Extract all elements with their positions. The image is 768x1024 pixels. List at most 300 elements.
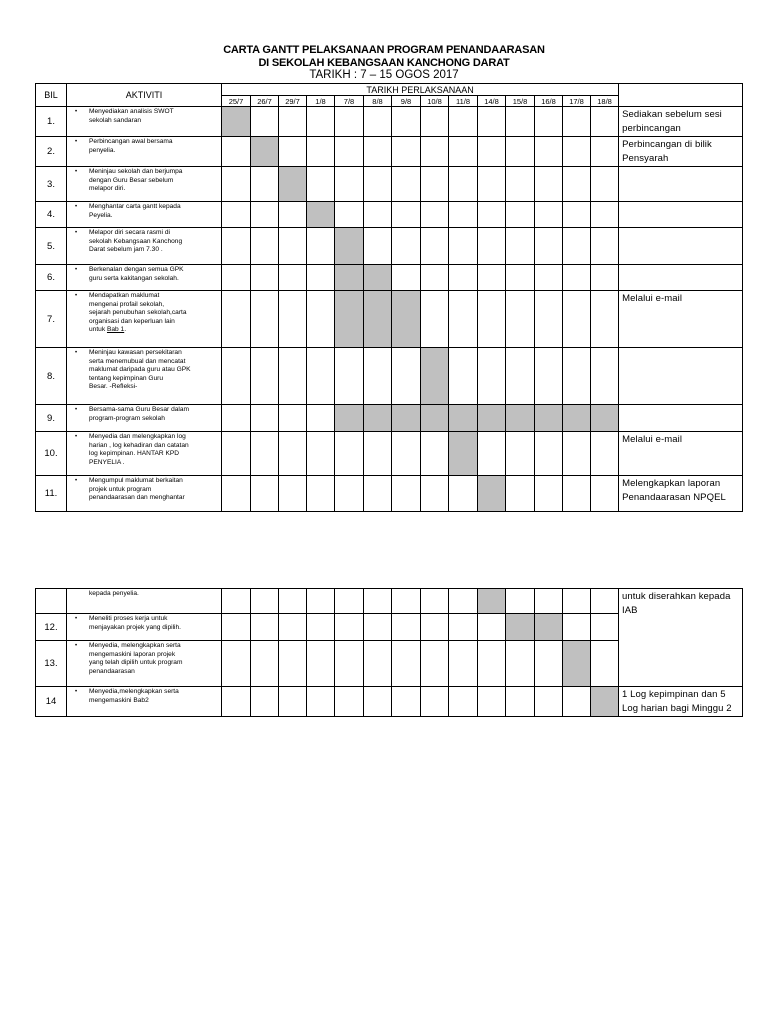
gantt-empty-cell xyxy=(364,641,392,687)
gantt-empty-cell xyxy=(449,202,478,228)
gantt-empty-cell xyxy=(279,687,307,717)
gantt-empty-cell xyxy=(478,348,506,405)
gantt-empty-cell xyxy=(335,614,364,641)
gantt-empty-cell xyxy=(222,137,251,167)
gantt-empty-cell xyxy=(392,614,421,641)
header-notes xyxy=(619,84,743,107)
gantt-empty-cell xyxy=(506,202,535,228)
gantt-empty-cell xyxy=(421,432,449,476)
gantt-empty-cell xyxy=(591,137,619,167)
row-number: 10. xyxy=(36,432,67,476)
gantt-empty-cell xyxy=(392,137,421,167)
gantt-empty-cell xyxy=(449,476,478,512)
gantt-empty-cell xyxy=(251,589,279,614)
gantt-empty-cell xyxy=(279,228,307,265)
gantt-empty-cell xyxy=(563,476,591,512)
gantt-bar-cell xyxy=(563,641,591,687)
activity-row xyxy=(36,265,743,291)
gantt-empty-cell xyxy=(307,291,335,348)
gantt-bar-cell xyxy=(279,167,307,202)
row-number: 3. xyxy=(36,167,67,202)
activity-row xyxy=(36,348,743,405)
gantt-bar-cell xyxy=(364,291,392,348)
date-header: 14/8 xyxy=(478,96,506,107)
gantt-empty-cell xyxy=(307,687,335,717)
gantt-bar-cell xyxy=(535,614,563,641)
gantt-empty-cell xyxy=(421,291,449,348)
gantt-empty-cell xyxy=(591,202,619,228)
gantt-empty-cell xyxy=(506,291,535,348)
remarks-cell: 1 Log kepimpinan dan 5 Log harian bagi Minggu 2 xyxy=(619,687,743,717)
date-header: 16/8 xyxy=(535,96,563,107)
gantt-empty-cell xyxy=(421,614,449,641)
activity-text: Meninjau sekolah dan berjumpa xyxy=(89,168,183,175)
gantt-empty-cell xyxy=(307,589,335,614)
activity-cell xyxy=(67,476,222,512)
gantt-empty-cell xyxy=(392,228,421,265)
gantt-empty-cell xyxy=(251,405,279,432)
gantt-empty-cell xyxy=(535,348,563,405)
remarks-cell xyxy=(619,405,743,432)
gantt-empty-cell xyxy=(591,641,619,687)
gantt-empty-cell xyxy=(449,167,478,202)
activity-text: Bersama-sama Guru Besar dalam xyxy=(89,406,190,413)
activity-text: Besar. -Refleksi- xyxy=(89,383,138,391)
gantt-empty-cell xyxy=(591,107,619,137)
gantt-table-page2 xyxy=(35,588,743,717)
gantt-empty-cell xyxy=(279,265,307,291)
gantt-empty-cell xyxy=(279,405,307,432)
gantt-empty-cell xyxy=(478,167,506,202)
activity-text: tentang kepimpinan Guru xyxy=(89,374,164,382)
gantt-bar-cell xyxy=(535,405,563,432)
gantt-empty-cell xyxy=(449,614,478,641)
remarks-cell xyxy=(619,265,743,291)
date-header: 8/8 xyxy=(364,96,392,107)
activity-text: sejarah penubuhan sekolah,carta xyxy=(89,309,187,317)
gantt-empty-cell xyxy=(222,291,251,348)
gantt-bar-cell xyxy=(478,405,506,432)
gantt-bar-cell xyxy=(335,265,364,291)
activity-row xyxy=(36,687,743,717)
activity-row xyxy=(36,167,743,202)
gantt-bar-cell xyxy=(478,589,506,614)
gantt-empty-cell xyxy=(222,614,251,641)
gantt-empty-cell xyxy=(421,137,449,167)
row-number: 2. xyxy=(36,137,67,167)
gantt-empty-cell xyxy=(449,641,478,687)
gantt-empty-cell xyxy=(222,348,251,405)
gantt-empty-cell xyxy=(591,291,619,348)
gantt-empty-cell xyxy=(478,107,506,137)
gantt-empty-cell xyxy=(392,432,421,476)
gantt-empty-cell xyxy=(506,107,535,137)
gantt-empty-cell xyxy=(251,476,279,512)
activity-row xyxy=(36,107,743,137)
remarks-cell: Melalui e-mail xyxy=(619,291,743,348)
activity-row xyxy=(36,137,743,167)
activity-cell xyxy=(67,202,222,228)
activity-text: maklumat daripada guru atau GPK xyxy=(89,366,191,374)
gantt-empty-cell xyxy=(421,687,449,717)
gantt-empty-cell xyxy=(222,589,251,614)
gantt-empty-cell xyxy=(449,228,478,265)
date-header: 10/8 xyxy=(421,96,449,107)
gantt-empty-cell xyxy=(279,614,307,641)
date-header: 15/8 xyxy=(506,96,535,107)
activity-text: Melapor diri secara rasmi di xyxy=(89,229,170,236)
gantt-empty-cell xyxy=(307,614,335,641)
activity-row xyxy=(36,228,743,265)
row-number: 9. xyxy=(36,405,67,432)
gantt-empty-cell xyxy=(563,614,591,641)
gantt-empty-cell xyxy=(279,348,307,405)
activity-text: guru serta kakitangan sekolah. xyxy=(89,274,179,282)
activity-text: menjayakan projek yang dipilih. xyxy=(89,623,182,631)
gantt-empty-cell xyxy=(279,137,307,167)
gantt-empty-cell xyxy=(478,291,506,348)
activity-text: serta menemubual dan mencatat xyxy=(89,357,186,365)
gantt-empty-cell xyxy=(421,589,449,614)
gantt-empty-cell xyxy=(563,228,591,265)
activity-row xyxy=(36,405,743,432)
activity-text: mengenai profail sekolah, xyxy=(89,300,165,308)
gantt-empty-cell xyxy=(535,137,563,167)
gantt-empty-cell xyxy=(335,476,364,512)
gantt-bar-cell xyxy=(364,405,392,432)
remarks-cell: Sediakan sebelum sesi perbincangan xyxy=(619,107,743,137)
row-number xyxy=(36,589,67,614)
gantt-empty-cell xyxy=(392,265,421,291)
gantt-empty-cell xyxy=(449,265,478,291)
gantt-empty-cell xyxy=(591,348,619,405)
gantt-empty-cell xyxy=(364,687,392,717)
gantt-empty-cell xyxy=(222,641,251,687)
date-header: 18/8 xyxy=(591,96,619,107)
gantt-empty-cell xyxy=(335,202,364,228)
gantt-empty-cell xyxy=(478,641,506,687)
activity-text: penandaarasan xyxy=(89,667,135,675)
gantt-empty-cell xyxy=(506,167,535,202)
activity-text: penandaarasan dan menghantar xyxy=(89,494,185,502)
gantt-empty-cell xyxy=(364,107,392,137)
activity-cell xyxy=(67,614,222,641)
gantt-empty-cell xyxy=(506,641,535,687)
activity-text: Berkenalan dengan semua GPK xyxy=(89,266,184,273)
activity-text: program-program sekolah xyxy=(89,414,165,422)
bullet-icon: • xyxy=(75,267,78,273)
gantt-empty-cell xyxy=(279,432,307,476)
date-header: 17/8 xyxy=(563,96,591,107)
activity-text: Mendapatkan maklumat xyxy=(89,292,160,299)
gantt-empty-cell xyxy=(279,291,307,348)
date-header: 29/7 xyxy=(279,96,307,107)
gantt-empty-cell xyxy=(535,107,563,137)
gantt-bar-cell xyxy=(335,405,364,432)
gantt-bar-cell xyxy=(449,405,478,432)
activity-text: Mengumpul maklumat berkaitan xyxy=(89,477,183,484)
activity-cell xyxy=(67,687,222,717)
gantt-table-page1 xyxy=(35,83,743,512)
gantt-empty-cell xyxy=(506,589,535,614)
gantt-empty-cell xyxy=(506,348,535,405)
gantt-empty-cell xyxy=(591,265,619,291)
bullet-icon: • xyxy=(75,169,78,175)
gantt-empty-cell xyxy=(392,348,421,405)
date-header: 26/7 xyxy=(251,96,279,107)
remarks-cell: Melalui e-mail xyxy=(619,432,743,476)
gantt-empty-cell xyxy=(421,476,449,512)
gantt-empty-cell xyxy=(506,265,535,291)
gantt-empty-cell xyxy=(279,641,307,687)
gantt-empty-cell xyxy=(478,614,506,641)
gantt-empty-cell xyxy=(307,348,335,405)
gantt-empty-cell xyxy=(364,137,392,167)
gantt-bar-cell xyxy=(307,202,335,228)
activity-row xyxy=(36,476,743,512)
gantt-empty-cell xyxy=(222,202,251,228)
activity-cell xyxy=(67,265,222,291)
gantt-empty-cell xyxy=(535,432,563,476)
gantt-empty-cell xyxy=(335,687,364,717)
gantt-empty-cell xyxy=(307,476,335,512)
gantt-empty-cell xyxy=(307,107,335,137)
activity-text: mengemaskini Bab2 xyxy=(89,696,149,704)
gantt-empty-cell xyxy=(335,641,364,687)
bullet-icon: • xyxy=(75,407,78,413)
gantt-empty-cell xyxy=(222,265,251,291)
gantt-empty-cell xyxy=(251,167,279,202)
gantt-empty-cell xyxy=(591,432,619,476)
gantt-empty-cell xyxy=(335,348,364,405)
gantt-empty-cell xyxy=(251,614,279,641)
gantt-empty-cell xyxy=(535,291,563,348)
gantt-empty-cell xyxy=(478,228,506,265)
gantt-bar-cell xyxy=(591,687,619,717)
gantt-empty-cell xyxy=(449,687,478,717)
gantt-empty-cell xyxy=(392,202,421,228)
gantt-empty-cell xyxy=(421,641,449,687)
activity-cell xyxy=(67,228,222,265)
gantt-empty-cell xyxy=(307,137,335,167)
bullet-icon: • xyxy=(75,109,78,115)
gantt-empty-cell xyxy=(222,405,251,432)
row-number: 13. xyxy=(36,641,67,687)
bullet-icon: • xyxy=(75,434,78,440)
gantt-empty-cell xyxy=(563,687,591,717)
date-range: TARIKH : 7 – 15 OGOS 2017 xyxy=(309,69,459,81)
activity-text: Perbincangan awal bersama xyxy=(89,138,173,145)
activity-cell xyxy=(67,641,222,687)
activity-text: untuk Bab 1. xyxy=(89,326,127,334)
activity-text: Darat sebelum jam 7.30 . xyxy=(89,246,163,254)
row-number: 11. xyxy=(36,476,67,512)
gantt-empty-cell xyxy=(563,432,591,476)
gantt-empty-cell xyxy=(364,167,392,202)
bullet-icon: • xyxy=(75,293,78,299)
gantt-empty-cell xyxy=(591,476,619,512)
row-number: 7. xyxy=(36,291,67,348)
gantt-empty-cell xyxy=(421,265,449,291)
activity-text: sekolah sandaran xyxy=(89,116,142,124)
gantt-empty-cell xyxy=(535,476,563,512)
date-header: 7/8 xyxy=(335,96,364,107)
activity-cell xyxy=(67,167,222,202)
activity-text: organisasi dan keperluan lain xyxy=(89,317,175,325)
gantt-empty-cell xyxy=(478,202,506,228)
header-schedule: TARIKH PERLAKSANAAN xyxy=(222,84,619,96)
gantt-empty-cell xyxy=(591,167,619,202)
gantt-bar-cell xyxy=(421,348,449,405)
gantt-bar-cell xyxy=(222,107,251,137)
gantt-bar-cell xyxy=(449,432,478,476)
bullet-icon: • xyxy=(75,230,78,236)
gantt-empty-cell xyxy=(449,589,478,614)
activity-text: Menyedia, melengkapkan serta xyxy=(89,642,181,649)
gantt-empty-cell xyxy=(563,291,591,348)
gantt-empty-cell xyxy=(421,167,449,202)
gantt-empty-cell xyxy=(251,641,279,687)
remarks-cell xyxy=(619,228,743,265)
activity-cell xyxy=(67,291,222,348)
remarks-cell xyxy=(619,167,743,202)
gantt-empty-cell xyxy=(222,228,251,265)
activity-text: kepada penyelia. xyxy=(89,590,139,597)
gantt-empty-cell xyxy=(251,202,279,228)
activity-text: melapor diri. xyxy=(89,185,126,193)
gantt-empty-cell xyxy=(307,167,335,202)
gantt-bar-cell xyxy=(392,291,421,348)
gantt-empty-cell xyxy=(563,348,591,405)
gantt-empty-cell xyxy=(307,405,335,432)
gantt-empty-cell xyxy=(335,589,364,614)
gantt-bar-cell xyxy=(506,614,535,641)
remarks-cell xyxy=(619,348,743,405)
gantt-bar-cell xyxy=(251,137,279,167)
gantt-empty-cell xyxy=(335,167,364,202)
gantt-empty-cell xyxy=(535,265,563,291)
activity-text: Menyedia dan melengkapkan log xyxy=(89,433,186,440)
gantt-empty-cell xyxy=(563,265,591,291)
gantt-empty-cell xyxy=(335,137,364,167)
activity-row xyxy=(36,291,743,348)
date-header: 9/8 xyxy=(392,96,421,107)
gantt-empty-cell xyxy=(392,107,421,137)
gantt-empty-cell xyxy=(251,687,279,717)
bullet-icon: • xyxy=(75,643,78,649)
activity-row xyxy=(36,432,743,476)
gantt-empty-cell xyxy=(335,432,364,476)
activity-text: mengemaskini laporan projek xyxy=(89,650,176,658)
activity-text: Peyelia. xyxy=(89,211,113,219)
gantt-empty-cell xyxy=(251,348,279,405)
gantt-bar-cell xyxy=(421,405,449,432)
bullet-icon: • xyxy=(75,204,78,210)
gantt-empty-cell xyxy=(563,167,591,202)
row-number: 8. xyxy=(36,348,67,405)
gantt-empty-cell xyxy=(535,228,563,265)
gantt-empty-cell xyxy=(506,137,535,167)
school-name: DI SEKOLAH KEBANGSAAN KANCHONG DARAT xyxy=(258,57,510,69)
gantt-empty-cell xyxy=(449,107,478,137)
activity-text: dengan Guru Besar sebelum xyxy=(89,176,174,184)
date-header: 25/7 xyxy=(222,96,251,107)
date-header: 1/8 xyxy=(307,96,335,107)
gantt-empty-cell xyxy=(392,687,421,717)
remarks-cell: Melengkapkan laporan Penandaarasan NPQEL xyxy=(619,476,743,512)
row-number: 4. xyxy=(36,202,67,228)
row-number: 14 xyxy=(36,687,67,717)
activity-text: Menghantar carta gantt kepada xyxy=(89,203,181,210)
gantt-empty-cell xyxy=(449,291,478,348)
gantt-empty-cell xyxy=(364,589,392,614)
remarks-cell xyxy=(619,202,743,228)
gantt-empty-cell xyxy=(563,589,591,614)
remarks-cell: untuk diserahkan kepada IAB xyxy=(619,589,743,687)
chart-title: CARTA GANTT PELAKSANAAN PROGRAM PENANDAARASAN xyxy=(223,44,545,56)
gantt-bar-cell xyxy=(478,476,506,512)
gantt-empty-cell xyxy=(364,202,392,228)
gantt-bar-cell xyxy=(392,405,421,432)
header-bil: BIL xyxy=(36,84,67,107)
gantt-bar-cell xyxy=(563,405,591,432)
row-number: 6. xyxy=(36,265,67,291)
gantt-empty-cell xyxy=(563,107,591,137)
gantt-empty-cell xyxy=(535,589,563,614)
gantt-empty-cell xyxy=(535,167,563,202)
row-number: 5. xyxy=(36,228,67,265)
gantt-empty-cell xyxy=(279,589,307,614)
gantt-empty-cell xyxy=(478,137,506,167)
gantt-empty-cell xyxy=(392,589,421,614)
gantt-bar-cell xyxy=(506,405,535,432)
gantt-empty-cell xyxy=(279,476,307,512)
activity-text: PENYELIA . xyxy=(89,458,125,466)
remarks-cell: Perbincangan di bilik Pensyarah xyxy=(619,137,743,167)
gantt-empty-cell xyxy=(563,137,591,167)
gantt-empty-cell xyxy=(506,687,535,717)
gantt-empty-cell xyxy=(392,641,421,687)
gantt-empty-cell xyxy=(279,202,307,228)
gantt-empty-cell xyxy=(535,641,563,687)
gantt-empty-cell xyxy=(478,432,506,476)
activity-text: Meninjau kawasan persekitaran xyxy=(89,349,182,356)
gantt-empty-cell xyxy=(449,137,478,167)
gantt-empty-cell xyxy=(364,348,392,405)
activity-text: Menyediakan analisis SWOT xyxy=(89,108,174,115)
activity-row xyxy=(36,589,743,614)
gantt-empty-cell xyxy=(591,589,619,614)
gantt-empty-cell xyxy=(392,476,421,512)
activity-text: penyelia. xyxy=(89,146,116,154)
gantt-empty-cell xyxy=(364,228,392,265)
gantt-empty-cell xyxy=(364,476,392,512)
activity-cell xyxy=(67,405,222,432)
activity-text: log kepimpinan. HANTAR KPD xyxy=(89,450,180,458)
gantt-empty-cell xyxy=(222,476,251,512)
activity-cell xyxy=(67,137,222,167)
activity-cell xyxy=(67,107,222,137)
gantt-empty-cell xyxy=(222,432,251,476)
gantt-empty-cell xyxy=(591,614,619,641)
gantt-empty-cell xyxy=(251,291,279,348)
gantt-empty-cell xyxy=(449,348,478,405)
gantt-empty-cell xyxy=(478,265,506,291)
date-header: 11/8 xyxy=(449,96,478,107)
bullet-icon: • xyxy=(75,350,78,356)
gantt-empty-cell xyxy=(563,202,591,228)
gantt-empty-cell xyxy=(251,265,279,291)
